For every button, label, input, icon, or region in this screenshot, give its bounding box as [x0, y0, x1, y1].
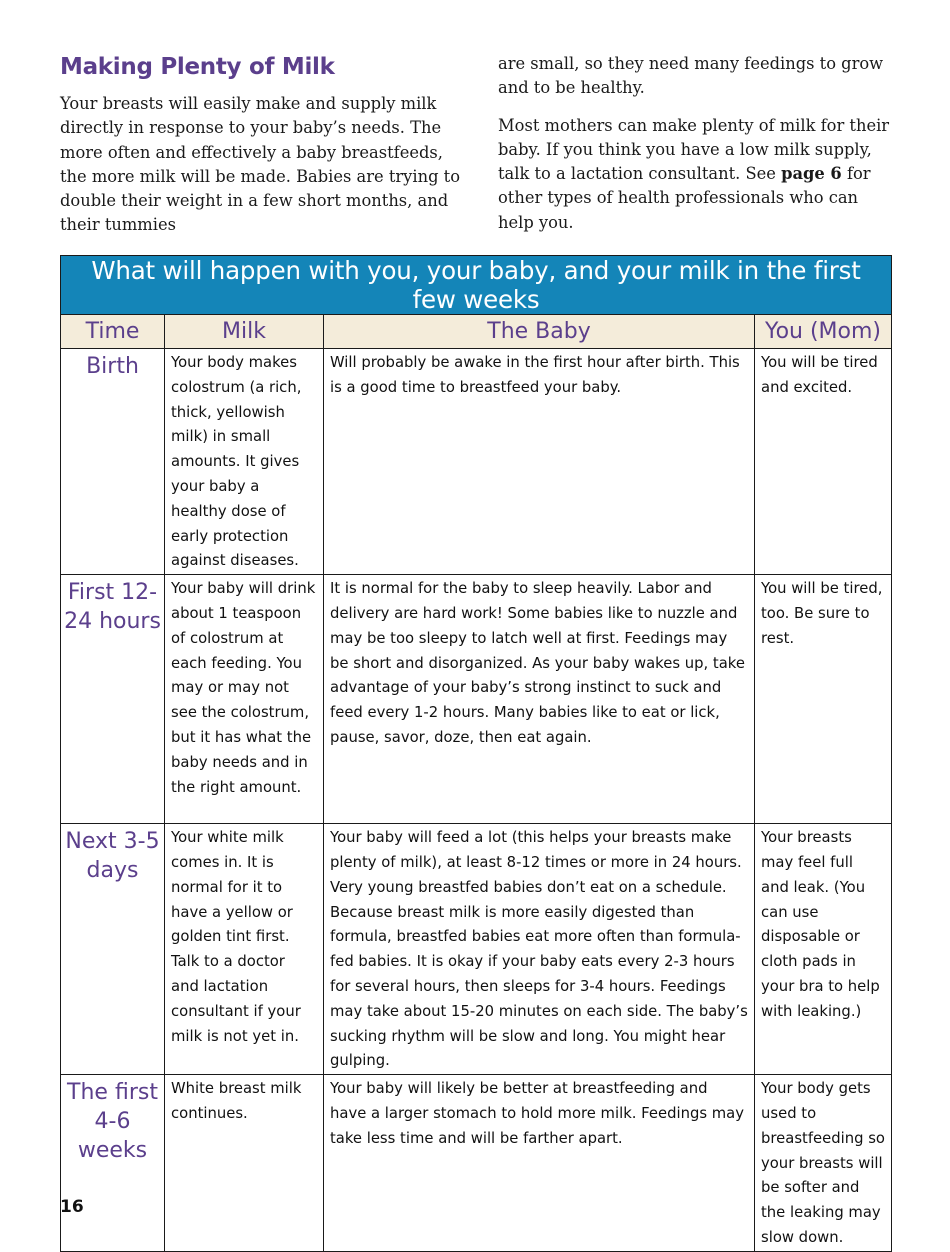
table-header-row [61, 315, 892, 349]
table-title-row [61, 256, 892, 315]
page-reference: page 6 [781, 164, 842, 184]
header-milk: Milk [165, 315, 324, 349]
mom-cell: You will be tired and excited. [755, 349, 892, 575]
paragraph-text: Most mothers can make plenty of milk for their baby. If you think you have a low milk supply, talk to a lactation consultant. See [498, 115, 890, 184]
table-row [61, 824, 892, 1075]
header-baby: The Baby [324, 315, 755, 349]
table-title: What will happen with you, your baby, and your milk in the first few weeks [61, 256, 892, 315]
milk-cell: Your white milk comes in. It is normal for it to have a yellow or golden tint first. Talk to a doctor and lactation consultant if your milk is not yet in. [165, 824, 324, 1075]
milk-cell: White breast milk continues. [165, 1075, 324, 1252]
page-number: 16 [60, 1197, 84, 1217]
mom-cell: You will be tired, too. Be sure to rest. [755, 575, 892, 824]
table-row [61, 575, 892, 824]
mom-cell: Your breasts may feel full and leak. (You can use disposable or cloth pads in your bra to help with leaking.) [755, 824, 892, 1075]
time-cell: Birth [61, 349, 165, 575]
intro-right-column [498, 52, 898, 235]
intro-paragraph-right-1: are small, so they need many feedings to grow and to be healthy. [498, 54, 884, 98]
milk-timeline-table [60, 255, 892, 1252]
baby-cell: Your baby will likely be better at breastfeeding and have a larger stomach to hold more milk. Feedings may take less time and will be farther apart. [324, 1075, 755, 1252]
table-row [61, 349, 892, 575]
header-mom: You (Mom) [755, 315, 892, 349]
mom-cell: Your body gets used to breastfeeding so your breasts will be softer and the leaking may slow down. [755, 1075, 892, 1252]
header-time: Time [61, 315, 165, 349]
intro-paragraph-left: Your breasts will easily make and supply milk directly in response to your baby’s needs. The more often and effectively a baby breastfeeds, the more milk will be made. Babies are trying to double their weight in a few short months, and their tummies [60, 94, 461, 235]
milk-cell: Your body makes colostrum (a rich, thick, yellowish milk) in small amounts. It gives your baby a healthy dose of early protection against diseases. [165, 349, 324, 575]
milk-cell: Your baby will drink about 1 teaspoon of colostrum at each feeding. You may or may not see the colostrum, but it has what the baby needs and in the right amount. [165, 575, 324, 824]
section-heading: Making Plenty of Milk [60, 54, 335, 80]
intro-left-column [60, 52, 460, 238]
baby-cell: Your baby will feed a lot (this helps your breasts make plenty of milk), at least 8-12 times or more in 24 hours. Very young breastfed babies don’t eat on a schedule. Because breast milk is more easily digested than formula, breastfed babies eat more often than formula-fed babies. It is okay if your baby eats every 2-3 hours for several hours, then sleeps for 3-4 hours. Feedings may take about 15-20 minutes on each side. The baby’s sucking rhythm will be slow and long. You might hear gulping. [324, 824, 755, 1075]
baby-cell: It is normal for the baby to sleep heavily. Labor and delivery are hard work! Some babies like to nuzzle and may be too sleepy to latch well at first. Feedings may be short and disorganized. As your baby wakes up, take advantage of your baby’s strong instinct to suck and feed every 1-2 hours. Many babies like to eat or lick, pause, savor, doze, then eat again. [324, 575, 755, 824]
time-cell: The first 4-6 weeks [61, 1075, 165, 1252]
time-cell: First 12-24 hours [61, 575, 165, 824]
baby-cell: Will probably be awake in the first hour after birth. This is a good time to breastfeed your baby. [324, 349, 755, 575]
time-cell: Next 3-5 days [61, 824, 165, 1075]
paragraph-text: for other types of health professionals who can help you. [498, 164, 871, 232]
intro-paragraph-right-2 [498, 114, 898, 235]
table-row [61, 1075, 892, 1252]
